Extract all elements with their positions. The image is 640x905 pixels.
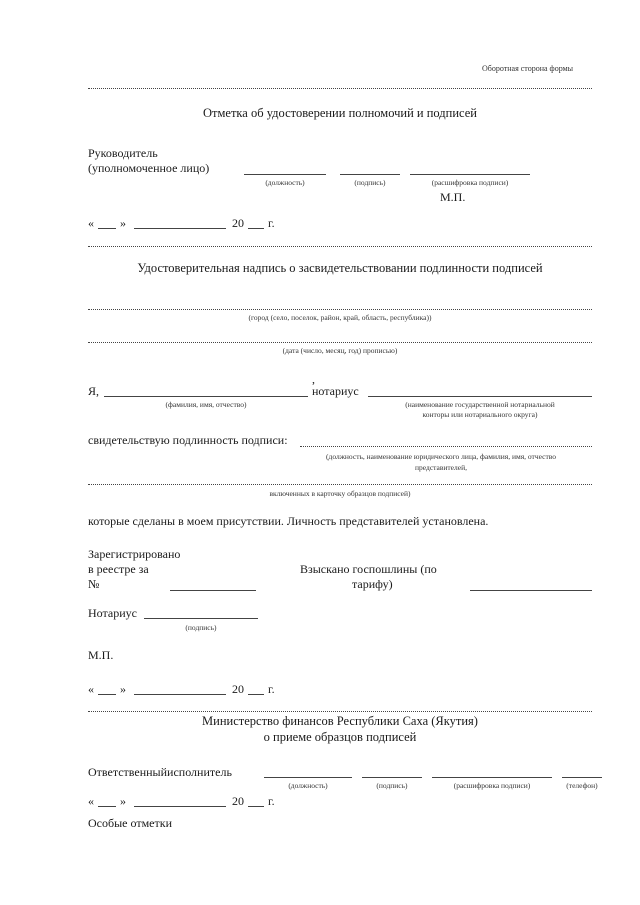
day-field[interactable] [98,694,116,695]
divider [88,88,592,89]
day-field[interactable] [98,228,116,229]
notary-sign-label: Нотариус [88,606,137,620]
year-suffix: г. [268,794,275,808]
head-sublabel: (уполномоченное лицо) [88,161,210,175]
caption-office-line1: (наименование государственной нотариальной [405,400,555,409]
stamp-placeholder: М.П. [440,190,466,204]
divider [88,246,592,247]
comma-mark: , [312,372,315,386]
notary-label: нотариус [312,384,359,398]
year-prefix: 20 [232,216,244,230]
caption-office-line2: конторы или нотариального округа) [422,410,538,419]
fee-label: Взыскано госпошлины (по [300,562,437,576]
responsible-position-field[interactable] [264,777,352,778]
caption-position: (должность) [265,178,305,187]
caption-position: (должность) [288,781,328,790]
month-field[interactable] [134,806,226,807]
caption-sign: (подпись) [185,623,217,632]
section-subtitle-ministry: о приеме образцов подписей [263,730,417,744]
register-number-label: № [88,577,100,591]
head-label: Руководитель [88,146,158,160]
caption-person-line2: представителей, [415,463,467,472]
caption-signature: (подпись) [376,781,408,790]
month-field[interactable] [134,228,226,229]
year-suffix: г. [268,216,275,230]
day-field[interactable] [98,806,116,807]
year-prefix: 20 [232,794,244,808]
date-close-quote: » [120,216,126,230]
fee-sublabel: тарифу) [352,577,393,591]
head-position-field[interactable] [244,174,326,175]
special-marks-label: Особые отметки [88,816,172,830]
month-field[interactable] [134,694,226,695]
responsible-decoding-field[interactable] [432,777,552,778]
caption-decoding: (расшифровка подписи) [453,781,531,790]
caption-signature: (подпись) [354,178,386,187]
fio-field[interactable] [104,396,308,397]
caption-fio: (фамилия, имя, отчество) [165,400,247,409]
fee-amount-field[interactable] [470,590,592,591]
certify-text: свидетельствую подлинность подписи: [88,433,288,447]
place-field[interactable] [88,309,592,310]
year-suffix: г. [268,682,275,696]
date-close-quote: » [120,682,126,696]
registered-sublabel: в реестре за [88,562,149,576]
responsible-phone-field[interactable] [562,777,602,778]
caption-decoding: (расшифровка подписи) [431,178,509,187]
date-open-quote: « [88,794,94,808]
date-open-quote: « [88,682,94,696]
section-title-authority: Отметка об удостоверении полномочий и подписей [203,106,477,120]
year-field[interactable] [248,694,264,695]
notary-signature-field[interactable] [144,618,258,619]
registered-label: Зарегистрировано [88,547,181,561]
caption-phone: (телефон) [566,781,598,790]
register-number-field[interactable] [170,590,256,591]
section-title-certification: Удостоверительная надпись о засвидетельствовании подлинности подписей [137,261,543,275]
date-open-quote: « [88,216,94,230]
presence-text: которые сделаны в моем присутствии. Личность представителей установлена. [88,514,489,528]
i-label: Я, [88,384,100,398]
caption-date: (дата (число, месяц, год) прописью) [282,346,398,355]
person-field[interactable] [300,446,592,447]
stamp-placeholder: М.П. [88,648,114,662]
date-close-quote: » [120,794,126,808]
year-field[interactable] [248,228,264,229]
head-signature-field[interactable] [340,174,400,175]
caption-included: включенных в карточку образцов подписей) [269,489,411,498]
divider [88,711,592,712]
form-side-note: Оборотная сторона формы [482,64,574,73]
head-decoding-field[interactable] [410,174,530,175]
year-prefix: 20 [232,682,244,696]
notary-office-field[interactable] [368,396,592,397]
responsible-signature-field[interactable] [362,777,422,778]
date-words-field[interactable] [88,342,592,343]
responsible-label: Ответственныйисполнитель [88,765,232,779]
caption-place: (город (село, поселок, район, край, область, республика)) [248,313,432,322]
included-field[interactable] [88,484,592,485]
section-title-ministry: Министерство финансов Республики Саха (Якутия) [202,714,478,728]
year-field[interactable] [248,806,264,807]
caption-person-line1: (должность, наименование юридического лица, фамилия, имя, отчество [326,452,556,461]
